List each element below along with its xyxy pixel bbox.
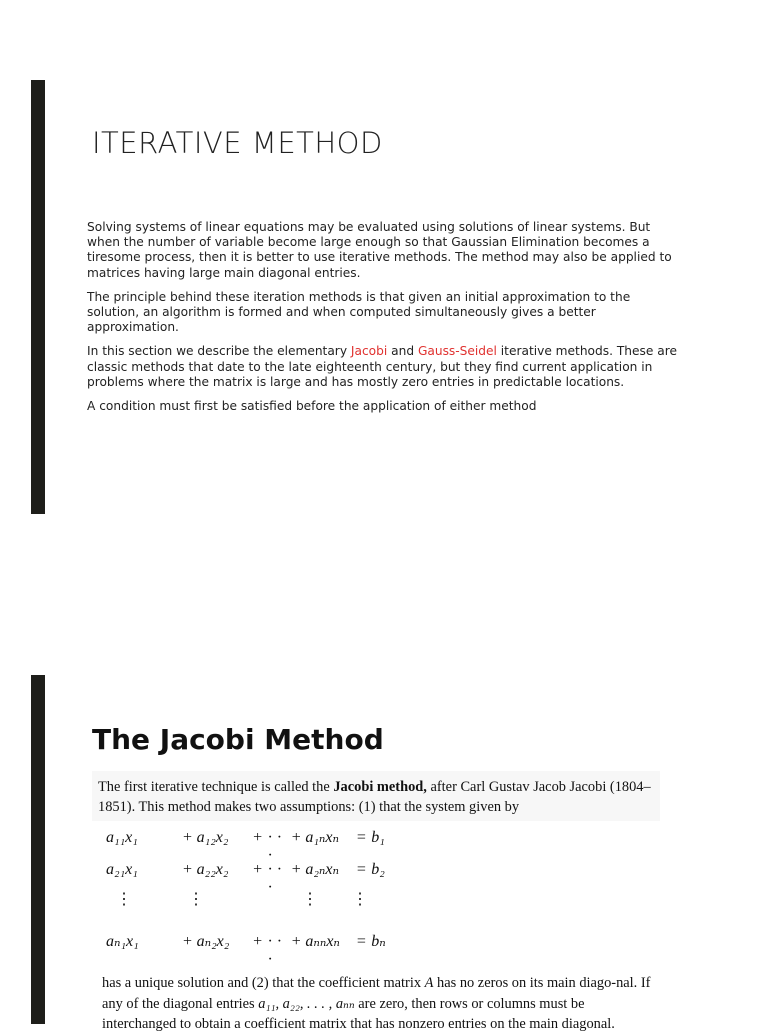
text-run: after Carl Gustav Jacob Jacobi (1804–1851). This method makes two assumptions: (1) that the system given by <box>98 779 651 815</box>
paragraph: The principle behind these iteration methods is that given an initial approximation to the solution, an algorithm is formed and when computed simultaneously gives a better approximation. <box>87 289 631 335</box>
gauss-seidel-highlight: Gauss-Seidel <box>417 344 497 359</box>
paragraph: A condition must first be satisfied before the application of either method <box>87 399 537 414</box>
text-run: and <box>387 344 418 359</box>
cdots: · · · <box>267 829 283 864</box>
slide-title: ITERATIVE METHOD <box>92 126 383 160</box>
term: a₂ₙxₙ <box>305 861 339 878</box>
diagonal-entries: a₁₁, a₂₂, . . . , aₙₙ <box>258 995 355 1012</box>
textbook-excerpt-image <box>92 771 660 1035</box>
text-run: In this section we describe the elementary <box>87 344 351 359</box>
equation-row <box>106 827 396 864</box>
text-run: has a unique solution and (2) that the coefficient matrix <box>102 975 425 991</box>
plus-sign: + <box>253 829 263 846</box>
paragraph: Solving systems of linear equations may be evaluated using solutions of linear systems. But when the number of variable become large enough so that Gaussian Elimination becomes a tiresome process, then it is better to use iterative methods. The method may also be applied to matrices having large main diagonal entries. <box>87 220 672 280</box>
term: aₙ₁x₁ <box>106 933 139 950</box>
term: aₙₙxₙ <box>305 933 340 950</box>
plus-sign: + <box>183 861 193 878</box>
plus-sign: + <box>183 933 193 950</box>
term: a₂₁x₁ <box>106 861 138 878</box>
plus-sign: + <box>183 829 193 846</box>
text-run: iterative methods. These are classic methods that date to the late eighteenth century, but they find current application in problems where the matrix is large and has mostly zero entries in predictable locations. <box>87 344 677 389</box>
cdots: · · · <box>267 861 283 896</box>
vdots: ⋮ <box>188 891 204 908</box>
plus-sign: + <box>291 829 301 846</box>
vertical-dots-row <box>106 891 396 931</box>
text-run: has no zeros on its main diago-nal. If any of the diagonal entries <box>102 975 651 1012</box>
excerpt-intro <box>92 771 660 821</box>
slide-title: The Jacobi Method <box>92 723 384 756</box>
paragraph <box>87 344 683 390</box>
matrix-symbol: A <box>424 975 434 991</box>
equation-row <box>106 859 396 896</box>
equation-row <box>106 931 396 968</box>
rhs: b₂ <box>371 861 385 878</box>
plus-sign: + <box>253 933 263 950</box>
term: a₁ₙxₙ <box>305 829 339 846</box>
plus-sign: + <box>253 861 263 878</box>
plus-sign: + <box>291 933 301 950</box>
rhs: b₁ <box>371 829 385 846</box>
slide-jacobi-method <box>0 675 768 1032</box>
vdots: ⋮ <box>352 891 368 908</box>
equation-system <box>92 821 396 971</box>
vdots: ⋮ <box>302 891 318 908</box>
slide-body <box>87 220 683 423</box>
rhs: bₙ <box>371 933 386 950</box>
term: a₂₂x₂ <box>196 861 229 878</box>
jacobi-highlight: Jacobi <box>350 344 388 359</box>
term: a₁₁x₁ <box>106 829 138 846</box>
plus-sign: + <box>291 861 301 878</box>
equals-sign: = <box>356 829 366 846</box>
equals-sign: = <box>356 861 366 878</box>
excerpt-outro <box>92 971 660 1035</box>
vdots: ⋮ <box>116 891 132 908</box>
equals-sign: = <box>356 933 366 950</box>
text-run: The first iterative technique is called the <box>98 779 334 795</box>
jacobi-method-term: Jacobi method, <box>333 779 427 795</box>
term: aₙ₂x₂ <box>196 933 230 950</box>
slide-iterative-method <box>0 80 768 514</box>
term: a₁₂x₂ <box>196 829 229 846</box>
cdots: · · · <box>267 933 283 968</box>
slide-accent-bar <box>31 80 45 514</box>
text-run: are zero, then rows or columns must be interchanged to obtain a coefficient matrix that has nonzero entries on the main diagonal. <box>102 995 615 1032</box>
slide-accent-bar <box>31 675 45 1024</box>
